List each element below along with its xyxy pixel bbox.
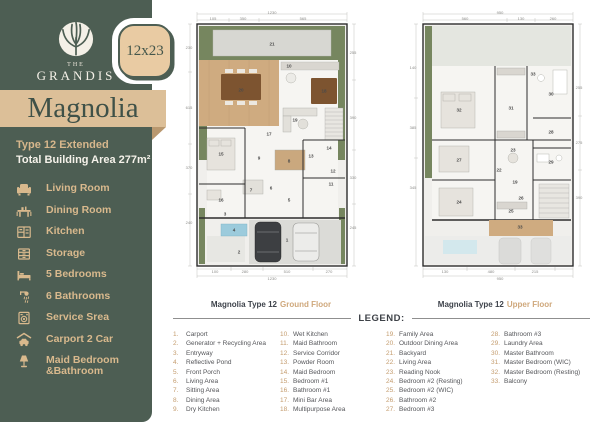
- legend-item: [386, 358, 491, 367]
- dimension-label: 390: [349, 115, 357, 120]
- feature-carport: [16, 332, 146, 348]
- legend-item-label: Outdoor Dining Area: [399, 340, 458, 348]
- feature-label: 5 Bedrooms: [46, 268, 107, 280]
- dimension-label: 370: [185, 165, 193, 170]
- feature-label: Kitchen: [46, 225, 85, 237]
- legend-item: [386, 396, 491, 405]
- outdoor-deck: [199, 60, 279, 126]
- legend-item: [491, 368, 590, 377]
- caption-floor: Upper Floor: [506, 300, 553, 309]
- carport-icon: [16, 332, 33, 348]
- dimension-label: 260: [549, 16, 557, 21]
- room-number-label: 29: [548, 159, 554, 165]
- storage-drawers-icon: [16, 246, 33, 262]
- legend-item-number: 20.: [386, 340, 396, 348]
- legend-item: [491, 377, 590, 386]
- legend-item-number: 23.: [386, 368, 396, 376]
- room-number-label: 20: [238, 87, 244, 93]
- legend-item-number: 31.: [491, 359, 501, 367]
- room-number-label: 12: [330, 168, 336, 174]
- legend-item-number: 4.: [173, 359, 179, 367]
- room-number-label: 22: [496, 167, 502, 173]
- legend-item: [173, 386, 280, 395]
- dimension-label: 130: [517, 16, 525, 21]
- legend-item: [280, 405, 386, 414]
- legend-item-label: Wet Kitchen: [293, 331, 328, 338]
- title-banner: [0, 90, 166, 127]
- sidebar: [0, 0, 164, 422]
- ground-floor-plan: [183, 8, 359, 298]
- feature-list: [16, 181, 146, 383]
- room-number-label: 2: [237, 249, 241, 255]
- legend-item-label: Service Corridor: [293, 349, 340, 357]
- legend-item-number: 27.: [386, 406, 396, 414]
- legend-item-number: 29.: [491, 340, 501, 348]
- dimension-label: 350: [239, 16, 247, 21]
- legend-item-label: Mini Bar Area: [293, 396, 333, 404]
- type-subtitle: Type 12 Extended: [16, 139, 109, 151]
- legend-item-number: 18.: [280, 406, 290, 414]
- room-number-label: 18: [321, 88, 327, 94]
- legend-item-number: 15.: [280, 378, 290, 386]
- legend: [173, 313, 590, 415]
- dimension-label: 230: [185, 45, 193, 50]
- room-number-label: 24: [456, 199, 462, 205]
- feature-label: 6 Bathrooms: [46, 289, 111, 302]
- legend-item: [280, 330, 386, 339]
- room-number-label: 8: [287, 158, 291, 164]
- legend-item-number: 13.: [280, 359, 290, 367]
- roof-slab: [425, 26, 571, 66]
- room-number-label: 7: [249, 187, 253, 193]
- legend-item: [491, 358, 590, 367]
- legend-item-label: Master Bathroom: [504, 349, 554, 357]
- legend-item: [173, 330, 280, 339]
- legend-item: [173, 349, 280, 358]
- legend-column: [386, 330, 491, 415]
- stairs-upper: [539, 184, 569, 218]
- dimension-label: 1230: [267, 10, 277, 15]
- legend-item-label: Family Area: [399, 331, 434, 338]
- legend-item-number: 28.: [491, 331, 501, 338]
- feature-label: Living Room: [46, 182, 110, 194]
- room-number-label: 10: [286, 63, 292, 69]
- legend-item-number: 19.: [386, 331, 396, 338]
- dimension-label: 950: [496, 276, 504, 281]
- feature-dining-room: [16, 203, 146, 219]
- legend-item-number: 12.: [280, 349, 290, 357]
- legend-item: [173, 377, 280, 386]
- feature-label: Dining Room: [46, 203, 112, 216]
- legend-item-label: Sitting Area: [186, 387, 220, 395]
- legend-item: [173, 368, 280, 377]
- legend-item: [491, 330, 590, 339]
- room-number-label: 33: [517, 224, 523, 230]
- legend-rule-left: [173, 318, 351, 319]
- legend-item-number: 25.: [386, 387, 396, 395]
- feature-maid-room: [16, 353, 146, 377]
- legend-column: [491, 330, 590, 415]
- room-number-label: 23: [510, 147, 516, 153]
- dimension-label: 105: [209, 16, 217, 21]
- tree-logo-icon: [55, 18, 97, 60]
- legend-item-number: 26.: [386, 396, 396, 404]
- feature-label: Carport 2 Car: [46, 332, 114, 345]
- caption-name: Magnolia Type 12: [437, 300, 504, 309]
- legend-item: [173, 339, 280, 348]
- room-number-label: 1: [285, 237, 289, 243]
- room-number-label: 19: [292, 117, 298, 123]
- feature-label: Service Srea: [46, 311, 110, 323]
- legend-item: [386, 405, 491, 414]
- legend-column: [280, 330, 386, 415]
- legend-item: [280, 396, 386, 405]
- legend-item: [280, 368, 386, 377]
- room-number-label: 14: [326, 145, 332, 151]
- legend-item-label: Bathroom #2: [399, 396, 437, 404]
- feature-storage: [16, 246, 146, 262]
- legend-rule-right: [412, 318, 590, 319]
- legend-item: [280, 339, 386, 348]
- room-number-label: 6: [269, 185, 273, 191]
- legend-item-number: 24.: [386, 378, 396, 386]
- legend-item: [491, 339, 590, 348]
- dimension-label: 255: [349, 50, 357, 55]
- dimension-label: 345: [409, 185, 417, 190]
- feature-service-area: [16, 310, 146, 326]
- legend-item-number: 33.: [491, 378, 501, 386]
- legend-item-number: 32.: [491, 368, 501, 376]
- car-dark: [255, 222, 281, 262]
- legend-item-label: Living Area: [399, 359, 432, 367]
- lamp-icon: [16, 353, 33, 369]
- legend-item-label: Multipurpose Area: [293, 406, 346, 414]
- caption-floor: Ground Floor: [279, 300, 332, 309]
- room-number-label: 9: [257, 155, 261, 161]
- armchair-icon: [16, 181, 33, 197]
- legend-item: [280, 349, 386, 358]
- legend-item-number: 16.: [280, 387, 290, 395]
- legend-item-label: Bedroom #3: [399, 406, 435, 414]
- room-number-label: 32: [456, 107, 462, 113]
- shower-icon: [16, 289, 33, 305]
- legend-item-label: Master Bedroom (Resting): [504, 368, 581, 376]
- legend-item-label: Reflective Pond: [186, 359, 232, 367]
- legend-item-number: 7.: [173, 387, 179, 395]
- dimension-label: 385: [409, 125, 417, 130]
- brand-the: THE: [67, 62, 85, 68]
- legend-item-label: Bathroom #3: [504, 331, 542, 338]
- dimension-label: 275: [575, 140, 583, 145]
- banner-fold: [152, 127, 166, 140]
- legend-item-number: 6.: [173, 378, 179, 386]
- dimension-label: 615: [185, 105, 193, 110]
- legend-item: [173, 396, 280, 405]
- feature-label: Storage: [46, 246, 86, 259]
- dimension-label: 280: [241, 269, 249, 274]
- room-number-label: 16: [218, 197, 224, 203]
- room-number-label: 26: [518, 195, 524, 201]
- dimension-label: 215: [531, 269, 539, 274]
- legend-item-label: Entryway: [186, 349, 213, 357]
- legend-item-number: 10.: [280, 331, 290, 338]
- legend-item: [280, 377, 386, 386]
- room-number-label: 19: [512, 179, 518, 185]
- dining-table-icon: [16, 203, 33, 219]
- washing-machine-icon: [16, 310, 33, 326]
- room-number-label: 31: [508, 105, 514, 111]
- legend-item-label: Bathroom #1: [293, 387, 331, 395]
- legend-item: [173, 405, 280, 414]
- room-number-label: 25: [508, 208, 514, 214]
- dimension-label: 1230: [267, 276, 277, 281]
- legend-item-number: 14.: [280, 368, 290, 376]
- room-number-label: 17: [266, 131, 272, 137]
- legend-item-label: Front Porch: [186, 368, 220, 376]
- dimension-label: 100: [211, 269, 219, 274]
- legend-item-label: Dry Kitchen: [186, 406, 220, 414]
- feature-bedrooms: [16, 267, 146, 283]
- car-white: [293, 223, 319, 261]
- legend-item-label: Bedroom #2 (Resting): [399, 378, 463, 386]
- room-number-label: 5: [287, 197, 291, 203]
- legend-item-label: Backyard: [399, 349, 427, 357]
- legend-item: [280, 386, 386, 395]
- legend-item: [386, 339, 491, 348]
- feature-living-room: [16, 181, 146, 197]
- room-number-label: 13: [308, 153, 314, 159]
- legend-item-label: Balcony: [504, 378, 528, 386]
- legend-item-label: Dining Area: [186, 396, 220, 404]
- room-number-label: 28: [548, 129, 554, 135]
- dimension-label: 950: [496, 10, 504, 15]
- legend-item: [386, 349, 491, 358]
- legend-item-label: Generator + Recycling Area: [186, 340, 267, 348]
- dimension-label: 130: [441, 269, 449, 274]
- legend-item-number: 5.: [173, 368, 179, 376]
- dimension-label: 270: [325, 269, 333, 274]
- legend-item: [386, 368, 491, 377]
- feature-bathrooms: [16, 289, 146, 305]
- dimension-label: 255: [575, 85, 583, 90]
- legend-columns: [173, 330, 590, 415]
- ground-floor-caption: [183, 300, 359, 309]
- dimension-label: 330: [349, 175, 357, 180]
- room-number-label: 11: [328, 181, 334, 187]
- legend-item-number: 11.: [280, 340, 289, 348]
- legend-item-label: Living Area: [186, 378, 219, 386]
- ground-floor-plan-drawing: [183, 8, 359, 298]
- legend-item-number: 1.: [173, 331, 179, 338]
- size-badge: 12x23: [118, 24, 172, 78]
- legend-item-number: 9.: [173, 406, 179, 414]
- upper-floor-plan-drawing: [403, 8, 587, 298]
- stairs: [325, 108, 343, 140]
- legend-item: [173, 358, 280, 367]
- legend-item-label: Maid Bathroom: [293, 340, 338, 348]
- upper-floor-caption: [403, 300, 587, 309]
- legend-item-number: 17.: [280, 396, 290, 404]
- room-number-label: 27: [456, 157, 462, 163]
- building-area: Total Building Area 277m²: [16, 154, 151, 166]
- legend-item-label: Reading Nook: [399, 368, 441, 376]
- page-title: Magnolia: [27, 92, 139, 124]
- brand-name: GRANDIS: [36, 68, 116, 83]
- dimension-label: 245: [349, 225, 357, 230]
- legend-item-label: Powder Room: [293, 359, 335, 367]
- feature-label: Maid Bedroom &Bathroom: [46, 354, 119, 377]
- grass-strip: [425, 26, 432, 178]
- legend-item-label: Master Bedroom (WIC): [504, 359, 571, 367]
- room-number-label: 33: [530, 71, 536, 77]
- legend-item: [386, 386, 491, 395]
- legend-item-label: Maid Bedroom: [293, 368, 336, 376]
- legend-header: [173, 313, 590, 324]
- dimension-label: 480: [487, 269, 495, 274]
- legend-item-number: 30.: [491, 349, 501, 357]
- legend-item-number: 22.: [386, 359, 396, 367]
- legend-item-number: 2.: [173, 340, 179, 348]
- legend-item: [386, 377, 491, 386]
- room-number-label: 3: [223, 211, 227, 217]
- legend-item-label: Bedroom #2 (WIC): [399, 387, 454, 395]
- dimension-label: 565: [299, 16, 307, 21]
- caption-name: Magnolia Type 12: [210, 300, 277, 309]
- dimension-label: 390: [575, 195, 583, 200]
- legend-item-label: Carport: [186, 331, 208, 338]
- legend-title: LEGEND:: [358, 313, 405, 324]
- legend-item: [491, 349, 590, 358]
- upper-floor-plan: [403, 8, 587, 298]
- legend-item-number: 3.: [173, 349, 179, 357]
- feature-kitchen: [16, 224, 146, 240]
- room-number-label: 21: [269, 41, 275, 47]
- dimension-label: 240: [185, 220, 193, 225]
- room-number-label: 4: [232, 227, 236, 233]
- ghosted-ground-level: [425, 236, 571, 264]
- room-number-label: 15: [218, 151, 224, 157]
- legend-item-number: 21.: [386, 349, 396, 357]
- legend-item-label: Laundry Area: [504, 340, 543, 348]
- dimension-label: 510: [283, 269, 291, 274]
- dimension-label: 140: [409, 65, 417, 70]
- bed-icon: [16, 267, 33, 283]
- legend-item-number: 8.: [173, 396, 179, 404]
- legend-item: [386, 330, 491, 339]
- legend-column: [173, 330, 280, 415]
- kitchen-cabinet-icon: [16, 224, 33, 240]
- legend-item-label: Bedroom #1: [293, 378, 329, 386]
- room-number-label: 30: [548, 91, 554, 97]
- dimension-label: 560: [461, 16, 469, 21]
- legend-item: [280, 358, 386, 367]
